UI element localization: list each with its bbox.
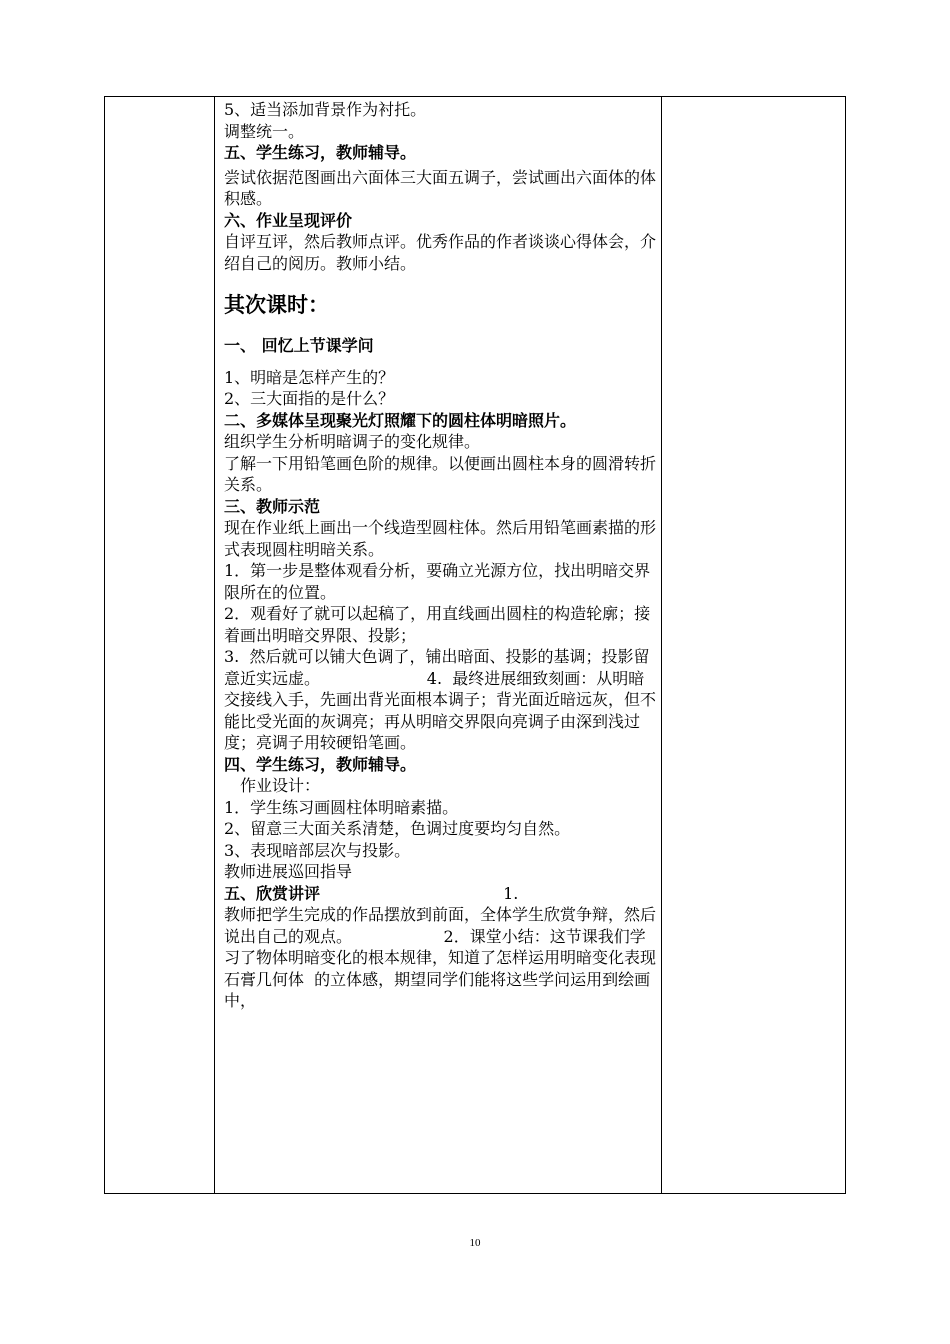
text-line: 教师进展巡回指导 [224, 862, 353, 881]
section-heading: 三、教师示范 [224, 496, 321, 516]
column-divider-left [214, 97, 215, 1193]
text-line: 1、明暗是怎样产生的？ [224, 367, 395, 387]
page-number: 10 [469, 1237, 481, 1249]
section-heading: 二、多媒体呈现聚光灯照耀下的圆柱体明暗照片。 [224, 410, 577, 430]
text-line: 作业设计： [240, 776, 321, 795]
text-paragraph: 教师把学生完成的作品摆放到前面，全体学生欣赏争辩，然后说出自己的观点。 2．课堂小结：这节课我们学习了物体明暗变化的根本规律，知道了怎样运用明暗变化表现石膏几何体 的立体感，期望同学们能将这些学问运用到绘画中， [224, 905, 657, 1010]
section-heading: 一、 回忆上节课学问 [224, 336, 374, 355]
section-heading: 五、学生练习，教师辅导。 [224, 143, 417, 162]
section-heading: 四、学生练习，教师辅导。 [224, 754, 417, 774]
text-paragraph: 现在作业纸上画出一个线造型圆柱体。然后用铅笔画素描的形式表现圆柱明暗关系。 [224, 518, 657, 559]
inline-number: 1. [320, 883, 519, 903]
text-paragraph: 1．第一步是整体观看分析，要确立光源方位，找出明暗交界限所在的位置。 [224, 561, 651, 602]
text-line: 调整统一。 [224, 121, 305, 141]
lesson-period-heading: 其次课时： [224, 292, 329, 317]
text-line: 2、三大面指的是什么？ [224, 389, 395, 408]
text-paragraph: 3. 然后就可以铺大色调了，铺出暗面、投影的基调；投影留意近实远虚。 4. 最终进展细致刻画：从明暗交接线入手，先画出背光面根本调子；背光面近暗远灰，但不能比受光面的灰调亮；再从明暗交界限向亮调子由深到浅过度；亮调子用较硬铅笔画。 [224, 647, 657, 752]
text-paragraph: 2．观看好了就可以起稿了，用直线画出圆柱的构造轮廓；接着画出明暗交界限、投影； [224, 604, 651, 645]
section-heading-line [224, 883, 656, 905]
text-paragraph: 了解一下用铅笔画色阶的规律。以便画出圆柱本身的圆滑转折关系。 [224, 453, 657, 494]
column-divider-right [661, 97, 662, 1193]
text-line: 1．学生练习画圆柱体明暗素描。 [224, 797, 459, 817]
text-line: 2、留意三大面关系清楚，色调过度要均匀自然。 [224, 819, 571, 838]
text-line: 3、表现暗部层次与投影。 [224, 840, 411, 860]
text-paragraph: 自评互评，然后教师点评。优秀作品的作者谈谈心得体会，介绍自己的阅历。教师小结。 [224, 232, 657, 273]
text-paragraph: 尝试依据范图画出六面体三大面五调子，尝试画出六面体的体积感。 [224, 167, 657, 208]
section-heading: 六、作业呈现评价 [224, 210, 353, 230]
lesson-content [224, 99, 656, 1012]
text-line: 5、适当添加背景作为衬托。 [224, 100, 427, 119]
text-line: 组织学生分析明暗调子的变化规律。 [224, 432, 481, 451]
section-heading: 五、欣赏讲评 [224, 883, 321, 903]
lesson-table [104, 96, 846, 1194]
